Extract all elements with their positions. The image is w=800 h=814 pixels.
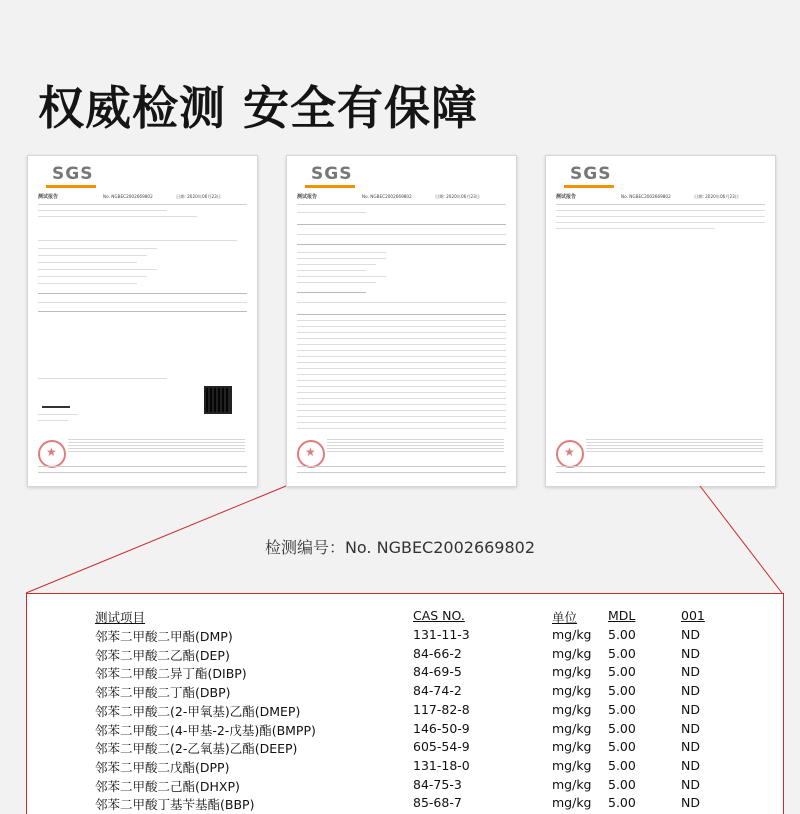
cell-unit: mg/kg — [552, 683, 592, 699]
cell-result: ND — [681, 757, 700, 773]
header-sample-001: 001 — [681, 608, 705, 623]
cell-result: ND — [681, 664, 700, 680]
zoomed-results-panel — [26, 593, 784, 814]
report-no: No. NGBEC2002669802 — [362, 194, 412, 199]
cell-cas-no: 84-69-5 — [413, 664, 462, 680]
cell-unit: mg/kg — [552, 776, 592, 792]
report-title: 测试报告 — [38, 194, 59, 200]
cell-cas-no: 146-50-9 — [413, 720, 470, 736]
cell-cas-no: 131-11-3 — [413, 627, 470, 642]
cell-mdl: 5.00 — [608, 757, 636, 773]
cell-test-item: 邻苯二甲酸二异丁酯(DIBP) — [95, 666, 247, 682]
cell-unit: mg/kg — [552, 701, 592, 717]
cell-test-item: 邻苯二甲酸二己酯(DHXP) — [95, 778, 240, 794]
cell-mdl: 5.00 — [608, 795, 636, 811]
report-no: No. NGBEC2002669802 — [621, 194, 671, 199]
header-unit: 单位 — [552, 610, 578, 625]
cell-unit: mg/kg — [552, 645, 592, 661]
cell-unit: mg/kg — [552, 627, 592, 642]
header-test-item: 测试项目 — [95, 610, 146, 625]
sgs-logo: SGS — [311, 164, 353, 184]
cell-test-item: 邻苯二甲酸二戊酯(DPP) — [95, 759, 230, 775]
cell-result: ND — [681, 627, 700, 642]
cell-mdl: 5.00 — [608, 627, 636, 642]
sgs-logo: SGS — [570, 164, 612, 184]
cell-unit: mg/kg — [552, 757, 592, 773]
report-no: No. NGBEC2002669802 — [103, 194, 153, 199]
cell-mdl: 5.00 — [608, 776, 636, 792]
cell-mdl: 5.00 — [608, 645, 636, 661]
cell-test-item: 邻苯二甲酸二(2-甲氧基)乙酯(DMEP) — [95, 703, 301, 719]
report-date: 日期: 2020年06月23日 — [435, 194, 480, 199]
cell-unit: mg/kg — [552, 795, 592, 811]
cell-unit: mg/kg — [552, 664, 592, 680]
page-headline: 权威检测 安全有保障 — [38, 81, 479, 135]
cell-test-item: 邻苯二甲酸二甲酯(DMP) — [95, 629, 233, 644]
cell-result: ND — [681, 645, 700, 661]
report-date: 日期: 2020年06月23日 — [694, 194, 739, 199]
report-title: 测试报告 — [297, 194, 318, 200]
cell-test-item: 邻苯二甲酸丁基苄基酯(BBP) — [95, 797, 255, 813]
cell-mdl: 5.00 — [608, 701, 636, 717]
cell-cas-no: 605-54-9 — [413, 739, 470, 755]
cell-cas-no: 84-75-3 — [413, 776, 462, 792]
cell-mdl: 5.00 — [608, 739, 636, 755]
cell-mdl: 5.00 — [608, 683, 636, 699]
cell-cas-no: 131-18-0 — [413, 757, 470, 773]
cell-cas-no: 84-66-2 — [413, 645, 462, 661]
cell-cas-no: 85-68-7 — [413, 795, 462, 811]
cell-test-item: 邻苯二甲酸二乙酯(DEP) — [95, 647, 230, 663]
header-cas-no: CAS NO. — [413, 608, 465, 623]
sgs-logo: SGS — [52, 164, 94, 184]
cell-result: ND — [681, 739, 700, 755]
cell-cas-no: 117-82-8 — [413, 701, 470, 717]
report-title: 测试报告 — [556, 194, 577, 200]
cell-test-item: 邻苯二甲酸二(2-乙氧基)乙酯(DEEP) — [95, 741, 298, 757]
cell-mdl: 5.00 — [608, 720, 636, 736]
cell-test-item: 邻苯二甲酸二(4-甲基-2-戊基)酯(BMPP) — [95, 722, 316, 738]
cell-unit: mg/kg — [552, 720, 592, 736]
report-date: 日期: 2020年06月23日 — [176, 194, 221, 199]
cell-result: ND — [681, 795, 700, 811]
header-mdl: MDL — [608, 608, 636, 623]
cell-result: ND — [681, 701, 700, 717]
cell-result: ND — [681, 720, 700, 736]
cell-mdl: 5.00 — [608, 664, 636, 680]
cell-cas-no: 84-74-2 — [413, 683, 462, 699]
cell-unit: mg/kg — [552, 739, 592, 755]
cell-result: ND — [681, 776, 700, 792]
report-number-caption: 检测编号：No. NGBEC2002669802 — [264, 538, 536, 557]
cell-test-item: 邻苯二甲酸二丁酯(DBP) — [95, 685, 231, 701]
cell-result: ND — [681, 683, 700, 699]
